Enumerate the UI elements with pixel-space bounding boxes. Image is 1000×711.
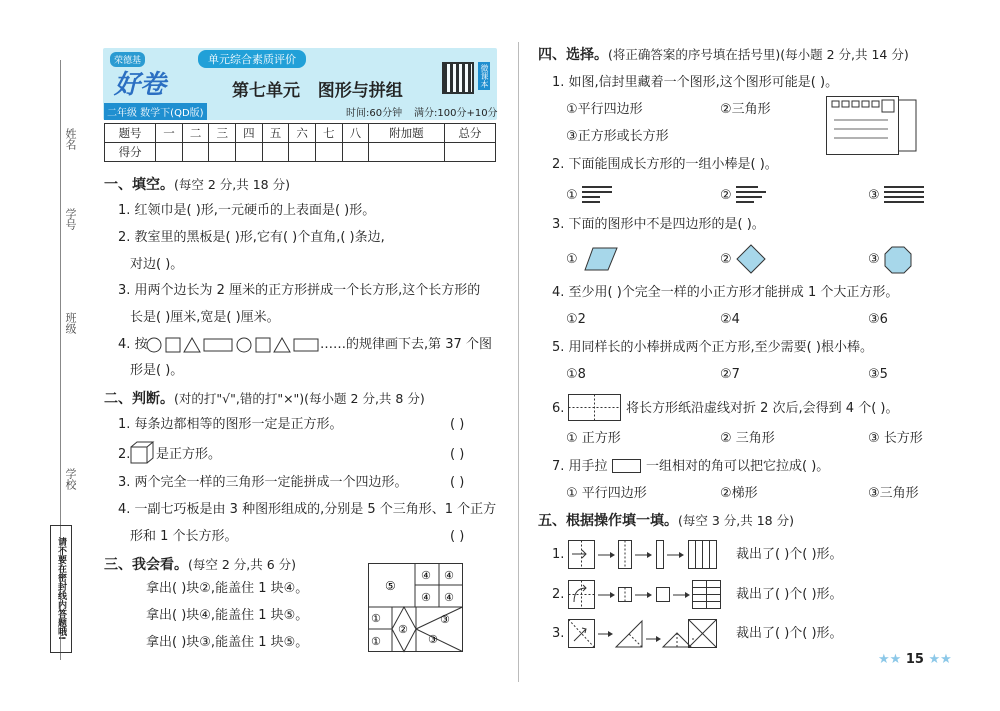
tangram-label: ⑤ <box>385 579 396 593</box>
s4-q7-opt3: ③三角形 <box>868 486 919 501</box>
octagon-shape <box>884 246 912 274</box>
s2-q1: 1. 每条边都相等的图形一定是正方形。 <box>118 417 343 432</box>
s4-q4-opt3: ③6 <box>868 312 888 327</box>
option-label: ③ <box>868 252 880 267</box>
score-cell[interactable] <box>369 143 445 162</box>
s1-q2a: 2. 教室里的黑板是( )形,它有( )个直角,( )条边, <box>118 230 385 245</box>
answer-paren[interactable]: ( ) <box>450 447 465 462</box>
small-rectangle-figure <box>612 458 642 474</box>
tangram-label: ④ <box>444 569 454 582</box>
score-head: 四 <box>236 124 263 143</box>
name-label: 姓名 <box>64 128 77 150</box>
option-label: ① <box>566 188 578 203</box>
s5-q1-blank: 裁出了( )个( )形。 <box>736 547 843 562</box>
s4-q5-opt2: ②7 <box>720 367 740 382</box>
column-divider <box>518 42 519 682</box>
score-cell[interactable] <box>342 143 369 162</box>
s3-q2: 拿出( )块④,能盖住 1 块⑤。 <box>146 608 309 623</box>
option-label: ② <box>720 252 732 267</box>
s2-q2b: 是正方形。 <box>156 447 222 462</box>
s4-q7-opt2: ②梯形 <box>720 486 758 501</box>
tangram-label: ④ <box>421 591 431 604</box>
score-label: 满分:100分+10分 <box>414 108 498 119</box>
s2-q3: 3. 两个完全一样的三角形一定能拼成一个四边形。 <box>118 475 408 490</box>
diamond-shape <box>736 244 766 274</box>
sticks-option-1 <box>582 185 612 205</box>
s1-q3a: 3. 用两个边长为 2 厘米的正方形拼成一个长方形,这个长方形的 <box>118 283 481 298</box>
s4-q7b: 一组相对的角可以把它拉成( )。 <box>646 459 830 474</box>
page-title: 第七单元 图形与拼组 <box>232 81 403 101</box>
s4-q1-opt3: ③正方形或长方形 <box>566 129 669 144</box>
tangram-label: ④ <box>444 591 454 604</box>
score-head: 七 <box>315 124 342 143</box>
score-head: 八 <box>342 124 369 143</box>
s1-q2b: 对边( )。 <box>130 257 184 272</box>
s1-q4c: 形是( )。 <box>130 363 184 378</box>
s1-q4a: 4. 按 <box>118 337 148 352</box>
score-head: 一 <box>156 124 183 143</box>
s4-q5-opt1: ①8 <box>566 367 586 382</box>
operation-3-figure <box>568 619 718 649</box>
section-1-heading: 一、填空。(每空 2 分,共 18 分) <box>104 177 290 193</box>
s5-q2-number: 2. <box>552 587 565 602</box>
pattern-shapes <box>146 336 318 354</box>
qr-tag: 微课本 <box>480 64 489 88</box>
answer-paren[interactable]: ( ) <box>450 417 465 432</box>
score-cell[interactable] <box>182 143 209 162</box>
tangram-label: ③ <box>440 613 450 626</box>
score-head: 附加题 <box>369 124 445 143</box>
score-cell[interactable] <box>156 143 183 162</box>
folded-rectangle-figure <box>568 394 622 422</box>
envelope-figure <box>826 96 918 156</box>
s4-q1-opt1: ①平行四边形 <box>566 102 643 117</box>
qr-code <box>442 62 474 94</box>
s4-q7-opt1: ① 平行四边形 <box>566 486 647 501</box>
s4-q4: 4. 至少用( )个完全一样的小正方形才能拼成 1 个大正方形。 <box>552 285 899 300</box>
section-4-heading: 四、选择。(将正确答案的序号填在括号里)(每小题 2 分,共 14 分) <box>538 47 909 63</box>
tangram-label: ④ <box>421 569 431 582</box>
s1-q1: 1. 红领巾是( )形,一元硬币的上表面是( )形。 <box>118 203 376 218</box>
s4-q5: 5. 用同样长的小棒拼成两个正方形,至少需要( )根小棒。 <box>552 340 873 355</box>
class-label: 班级 <box>64 312 77 334</box>
s4-q2: 2. 下面能围成长方形的一组小棒是( )。 <box>552 157 778 172</box>
s4-q6-opt2: ② 三角形 <box>720 431 775 446</box>
s2-q2a: 2. <box>118 447 131 462</box>
s4-q1-opt2: ②三角形 <box>720 102 771 117</box>
score-head: 五 <box>262 124 289 143</box>
tangram-label: ① <box>371 635 381 648</box>
s3-q3: 拿出( )块③,能盖住 1 块⑤。 <box>146 635 309 650</box>
school-label: 学校 <box>64 468 77 490</box>
operation-1-figure <box>568 540 724 570</box>
s4-q4-opt1: ①2 <box>566 312 586 327</box>
score-row-label: 得分 <box>105 143 156 162</box>
s5-q3-blank: 裁出了( )个( )形。 <box>736 626 843 641</box>
option-label: ② <box>720 188 732 203</box>
s1-q3b: 长是( )厘米,宽是( )厘米。 <box>130 310 280 325</box>
sticks-option-3 <box>884 185 924 205</box>
notice-box: 请不要在密封线内答题哦! <box>50 525 72 653</box>
grade-label: 二年级 数学下(QD版) <box>104 103 207 120</box>
s4-q6a: 6. <box>552 401 565 416</box>
s2-q4a: 4. 一副七巧板是由 3 种图形组成的,分别是 5 个三角形、1 个正方 <box>118 502 497 517</box>
s4-q4-opt2: ②4 <box>720 312 740 327</box>
score-head: 总分 <box>444 124 495 143</box>
s2-q4b: 形和 1 个长方形。 <box>130 529 238 544</box>
eval-tag: 单元综合素质评价 <box>198 50 306 68</box>
s5-q2-blank: 裁出了( )个( )形。 <box>736 587 843 602</box>
page-number: ★★ 15 ★★ <box>878 652 952 667</box>
s4-q7a: 7. 用手拉 <box>552 459 608 474</box>
score-cell[interactable] <box>289 143 316 162</box>
answer-paren[interactable]: ( ) <box>450 475 465 490</box>
score-cell[interactable] <box>209 143 236 162</box>
s1-q4b: ……的规律画下去,第 37 个图 <box>320 337 492 352</box>
score-cell[interactable] <box>236 143 263 162</box>
parallelogram-shape <box>584 247 618 271</box>
cube-figure <box>130 441 154 465</box>
s4-q5-opt3: ③5 <box>868 367 888 382</box>
s4-q6b: 将长方形纸沿虚线对折 2 次后,会得到 4 个( )。 <box>626 401 899 416</box>
s5-q3-number: 3. <box>552 626 565 641</box>
s3-q1: 拿出( )块②,能盖住 1 块④。 <box>146 581 309 596</box>
score-head: 二 <box>182 124 209 143</box>
score-cell[interactable] <box>444 143 495 162</box>
s4-q6-opt1: ① 正方形 <box>566 431 621 446</box>
s5-q1-number: 1. <box>552 547 565 562</box>
time-label: 时间:60分钟 <box>346 108 403 119</box>
section-2-heading: 二、判断。(对的打"√",错的打"×")(每小题 2 分,共 8 分) <box>104 391 425 407</box>
score-table <box>104 123 496 162</box>
s4-q6-opt3: ③ 长方形 <box>868 431 923 446</box>
tangram-figure <box>368 563 464 653</box>
student-number-label: 学号 <box>64 208 77 230</box>
score-cell[interactable] <box>262 143 289 162</box>
s4-q3: 3. 下面的图形中不是四边形的是( )。 <box>552 217 765 232</box>
logo: 好卷 <box>114 70 167 100</box>
tangram-label: ③ <box>428 633 438 646</box>
brand-badge: 荣德基 <box>110 52 145 67</box>
option-label: ③ <box>868 188 880 203</box>
score-head: 六 <box>289 124 316 143</box>
answer-paren[interactable]: ( ) <box>450 529 465 544</box>
score-head: 题号 <box>105 124 156 143</box>
option-label: ① <box>566 252 578 267</box>
sticks-option-2 <box>736 185 766 205</box>
tangram-label: ① <box>371 612 381 625</box>
score-cell[interactable] <box>315 143 342 162</box>
operation-2-figure <box>568 580 724 610</box>
section-3-heading: 三、我会看。(每空 2 分,共 6 分) <box>104 557 297 573</box>
score-head: 三 <box>209 124 236 143</box>
s4-q1: 1. 如图,信封里藏着一个图形,这个图形可能是( )。 <box>552 75 839 90</box>
tangram-label: ② <box>398 623 408 636</box>
section-5-heading: 五、根据操作填一填。(每空 3 分,共 18 分) <box>538 513 794 529</box>
